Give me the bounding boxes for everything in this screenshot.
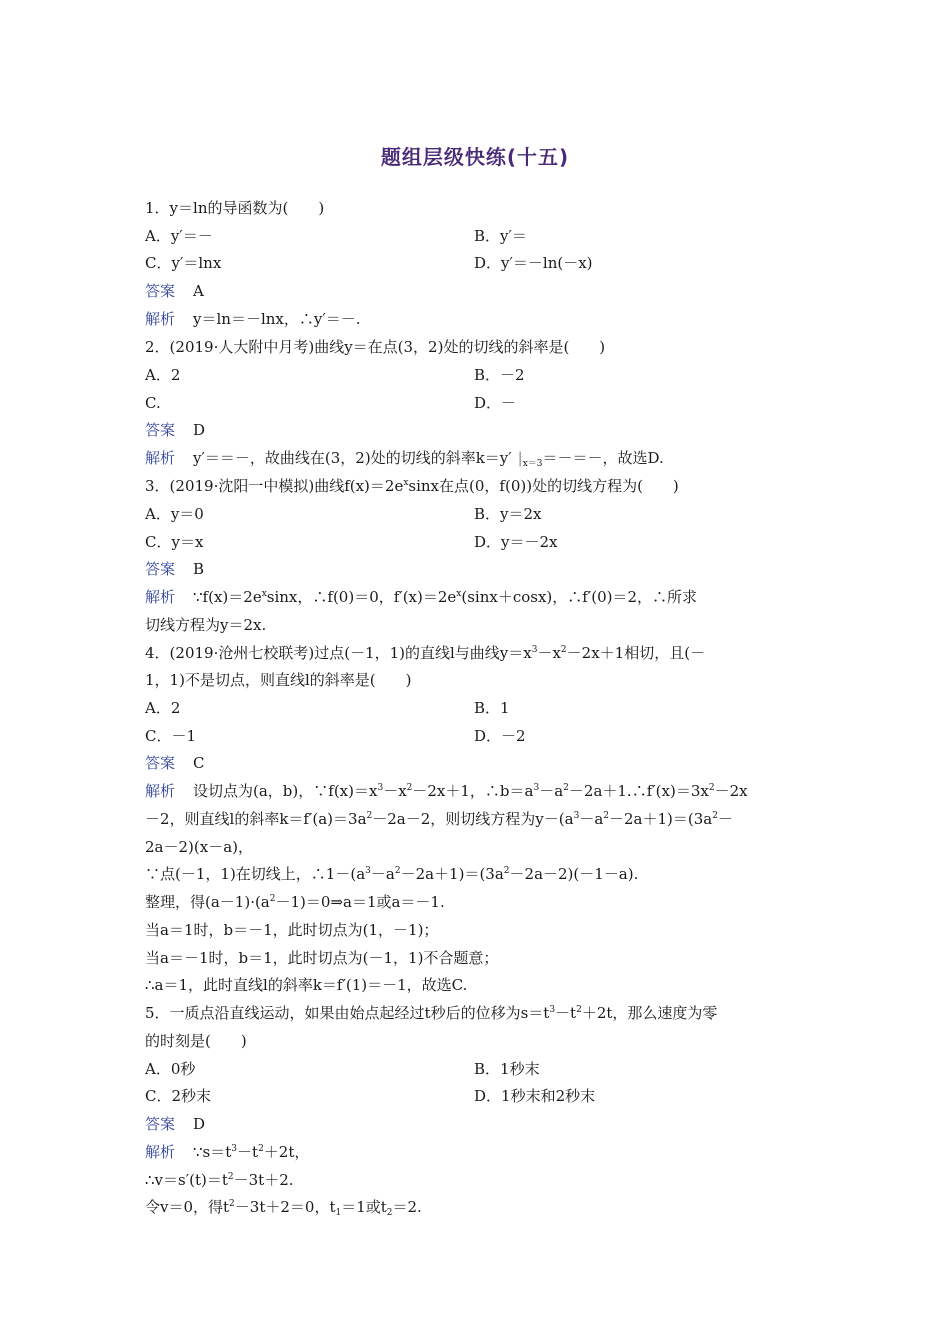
exponent: 2 (394, 866, 401, 876)
q3-analysis-sup: x (456, 589, 462, 599)
q2-analysis: 解析 y′＝＝－，故曲线在(3，2)处的切线的斜率k＝y′ $|_{x=3}=-=-$，故选D. (145, 449, 664, 469)
q4-analysis-line5 (145, 892, 445, 912)
exponent: 2 (563, 783, 569, 793)
exponent: 2 (560, 645, 567, 655)
exponent: 3 (531, 645, 538, 655)
page-title: 题组层级快练(十五) (380, 145, 570, 169)
q4-stem-part: －x (537, 644, 561, 662)
q4-stem (145, 643, 705, 663)
q3-analysis-part: ∵f(x)＝2e (193, 588, 262, 606)
q5-stem-part: 5．一质点沿直线运动，如果由始点起经过t秒后的位移为s＝t (145, 1004, 550, 1022)
q1-analysis (145, 309, 361, 329)
q4-analysis-part: －2a＋1.∴f′(x)＝3x (568, 782, 709, 800)
q5-stem-part: －t (555, 1004, 577, 1022)
q5-stem-line2: 的时刻是( ) (145, 1032, 247, 1050)
q4-answer-value: C (193, 754, 205, 772)
q4-analysis-line7: 当a＝－1时，b＝1，此时切点为(－1，1)不合题意； (145, 949, 499, 967)
exponent: 2 (503, 866, 510, 876)
exponent: 3 (231, 1144, 238, 1154)
q4-analysis-part: －x (383, 782, 407, 800)
exponent: 2 (269, 894, 276, 904)
q4-answer (145, 753, 205, 773)
q4-analysis-part: －2a＋1)＝(3a (609, 810, 713, 828)
q3-analysis-sup: x (261, 589, 267, 599)
q5-option-d: D．1秒末和2秒末 (474, 1087, 596, 1105)
q5-analysis-part: ＋2t， (263, 1143, 310, 1161)
analysis-label: 解析 (145, 782, 176, 800)
q4-analysis-line8: ∴a＝1，此时直线l的斜率k＝f′(1)＝－1，故选C. (145, 976, 468, 994)
subscript: 1 (335, 1208, 342, 1218)
q3-stem-part: 3．(2019·沈阳一中模拟)曲线f(x)＝2e (145, 477, 404, 495)
q3-answer (145, 559, 204, 579)
q4-stem-part: 4．(2019·沧州七校联考)过点(－1，1)的直线l与曲线y＝x (145, 644, 532, 662)
q4-stem-part: －2x＋1相切，且(－ (566, 644, 706, 662)
exponent: 3 (549, 1005, 556, 1015)
q2-option-b: B．－2 (474, 366, 525, 384)
exponent: 3 (365, 866, 371, 876)
q4-option-d: D．－2 (474, 727, 526, 745)
q1-option-d: D．y′＝－ln(－x) (474, 254, 593, 272)
q5-answer-value: D (193, 1115, 206, 1133)
q5-analysis-part: －t (237, 1143, 259, 1161)
q4-analysis-part: －2x (714, 782, 748, 800)
q4-analysis-line3: 2a－2)(x－a)， (145, 838, 253, 856)
q2-analysis-text: y′＝＝－，故曲线在(3，2)处的切线的斜率k＝y′ (193, 449, 512, 467)
q2-option-c: C. (145, 394, 161, 412)
q5-stem (145, 1003, 717, 1023)
q4-analysis-line2 (145, 809, 733, 829)
q1-stem: 1．y＝ln的导函数为( ) (145, 199, 325, 217)
q2-answer (145, 420, 205, 440)
exponent: 2 (708, 783, 715, 793)
q1-option-c: C．y′＝lnx (145, 254, 222, 272)
q1-option-b: B．y′＝ (474, 227, 527, 245)
q5-option-c: C．2秒末 (145, 1087, 212, 1105)
exponent: 2 (603, 811, 609, 821)
q3-stem-sup: x (403, 478, 409, 488)
q2-option-a: A．2 (145, 366, 181, 384)
q1-option-a: A．y′＝－ (145, 227, 213, 245)
q2-answer-value: D (193, 421, 206, 439)
answer-label: 答案 (145, 754, 176, 772)
q2-option-d: D．－ (474, 394, 517, 412)
q5-analysis-part: ＝2. (392, 1198, 422, 1216)
q5-analysis-line3 (145, 1197, 422, 1217)
q4-analysis-part: －a (370, 865, 395, 883)
q3-option-d: D．y＝－2x (474, 533, 558, 551)
q4-stem-line2: 1，1)不是切点，则直线l的斜率是( ) (145, 671, 412, 689)
q5-analysis-part: 令v＝0，得t (145, 1198, 230, 1216)
exponent: 2 (229, 1199, 235, 1209)
q5-analysis-part: －3t＋2＝0，t (234, 1198, 336, 1216)
q4-analysis-part: －2x＋1，∴b＝a (412, 782, 534, 800)
q1-answer-value: A (193, 282, 204, 300)
q3-stem-part: sinx在点(0，f(0))处的切线方程为( ) (408, 477, 679, 495)
q2-analysis-text-end: ＝－＝－，故选D. (542, 449, 664, 467)
exponent: 3 (533, 783, 540, 793)
q5-analysis-part: ∵s＝t (193, 1143, 232, 1161)
q3-analysis-part: sinx，∴f(0)＝0，f′(x)＝2e (266, 588, 457, 606)
q4-analysis (145, 781, 748, 801)
q4-option-b: B．1 (474, 699, 510, 717)
q3-analysis-part: (sinx＋cosx)，∴f′(0)＝2，∴所求 (461, 588, 698, 606)
q5-option-a: A．0秒 (145, 1060, 196, 1078)
answer-label: 答案 (145, 282, 176, 300)
answer-label: 答案 (145, 560, 176, 578)
q3-analysis (145, 587, 697, 607)
q3-option-a: A．y＝0 (145, 505, 204, 523)
q5-answer (145, 1114, 205, 1134)
exponent: 3 (573, 811, 580, 821)
q4-analysis-part: －2a－2)(－1－a). (509, 865, 639, 883)
analysis-label: 解析 (145, 1143, 176, 1161)
q5-analysis-part: －3t＋2. (233, 1171, 294, 1189)
exponent: 2 (406, 783, 413, 793)
q5-analysis-line2 (145, 1170, 294, 1190)
q4-analysis-part: －a (539, 782, 564, 800)
q3-answer-value: B (193, 560, 205, 578)
q4-analysis-line4 (145, 864, 638, 884)
q4-analysis-part: 整理，得(a－1)·(a (145, 893, 270, 911)
exponent: 2 (576, 1005, 582, 1015)
q5-analysis (145, 1142, 309, 1162)
exponent: 3 (377, 783, 384, 793)
q3-option-b: B．y＝2x (474, 505, 542, 523)
exponent: 2 (227, 1172, 234, 1182)
q4-analysis-part: 设切点为(a，b)，∵f(x)＝x (193, 782, 378, 800)
q4-analysis-part: －2a－2，则切线方程为y－(a (372, 810, 574, 828)
q3-analysis-line2: 切线方程为y＝2x. (145, 616, 267, 634)
q4-analysis-part: －1)＝0⇒a＝1或a＝－1. (275, 893, 445, 911)
q3-stem (145, 476, 679, 496)
q3-option-c: C．y＝x (145, 533, 204, 551)
q4-option-c: C．－1 (145, 727, 197, 745)
subscript: 2 (386, 1208, 393, 1218)
analysis-label: 解析 (145, 310, 176, 328)
q4-analysis-part: － (717, 810, 733, 828)
q5-analysis-part: ∴v＝s′(t)＝t (145, 1171, 228, 1189)
q5-stem-part: ＋2t，那么速度为零 (581, 1004, 718, 1022)
q1-answer (145, 281, 204, 301)
q1-analysis-text: y＝ln＝－lnx，∴y′＝－. (193, 310, 361, 328)
q5-analysis-part: ＝1或t (341, 1198, 387, 1216)
answer-label: 答案 (145, 1115, 176, 1133)
q5-option-b: B．1秒末 (474, 1060, 540, 1078)
exponent: 2 (258, 1144, 264, 1154)
exponent: 2 (366, 811, 373, 821)
q4-analysis-part: ∵点(－1，1)在切线上，∴1－(a (145, 865, 366, 883)
q4-option-a: A．2 (145, 699, 181, 717)
q2-stem: 2．(2019·人大附中月考)曲线y＝在点(3，2)处的切线的斜率是( ) (145, 338, 606, 356)
analysis-label: 解析 (145, 449, 176, 467)
q4-analysis-part: －2，则直线l的斜率k＝f′(a)＝3a (145, 810, 367, 828)
analysis-label: 解析 (145, 588, 176, 606)
q4-analysis-part: －a (579, 810, 604, 828)
q2-analysis-subscript: x＝3 (522, 459, 543, 469)
q4-analysis-line6: 当a＝1时，b＝－1，此时切点为(1，－1)； (145, 921, 439, 939)
q4-analysis-part: －2a＋1)＝(3a (400, 865, 504, 883)
exponent: 2 (712, 811, 718, 821)
answer-label: 答案 (145, 421, 176, 439)
